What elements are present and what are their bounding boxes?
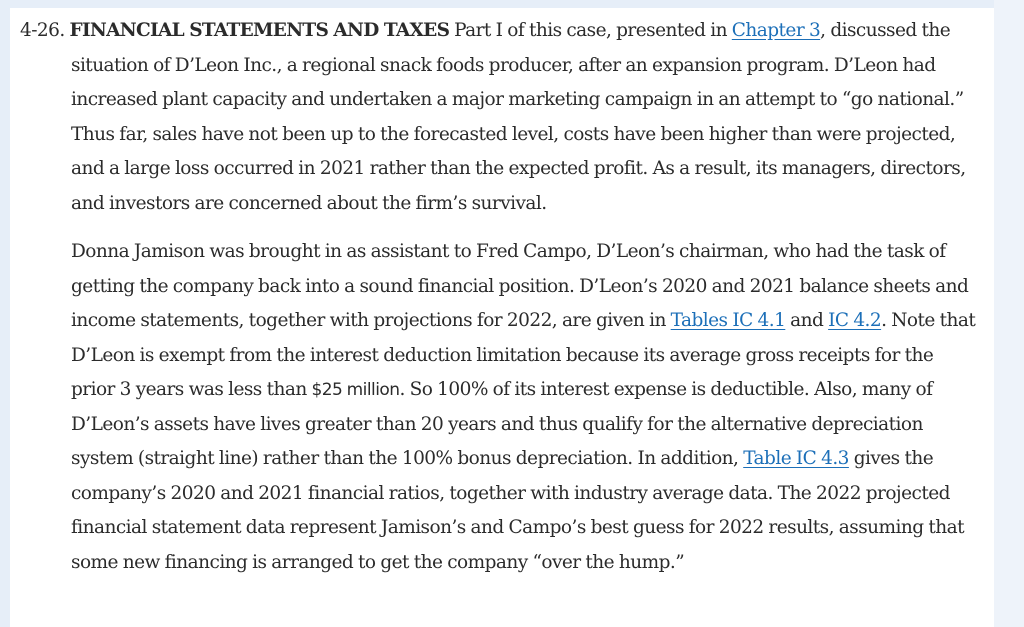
paragraph-2-text-d: . So 100% of its interest expense is deductible. Also, many of D’Leon’s assets have lives greater than 20 years and thus qualify for the alternative depreciation system (straight line) rather than the 100% bonus depreciation. In addition, [71, 379, 933, 469]
problem-number: 4-26. [20, 20, 65, 41]
paragraph-2-text-e: gives the company’s 2020 and 2021 financial ratios, together with industry average data. The 2022 projected financial statement data represent Jamison’s and Campo’s best guess for 2022 results, assuming that some new financing is arranged to get the company “over the hump.” [71, 448, 964, 573]
problem-4-26 [20, 14, 978, 580]
paragraph-2-text-a: Donna Jamison was brought in as assistant to Fred Campo, D’Leon’s chairman, who had the task of getting the company back into a sound financial position. D’Leon’s 2020 and 2021 balance sheets and income statements, together with projections for 2022, are given in [71, 241, 969, 331]
paragraph-2-text-c: . Note that D’Leon is exempt from the interest deduction limitation because its average gross receipts for the prior 3 years was less than [71, 310, 976, 400]
paragraph-2 [20, 235, 978, 580]
problem-title: FINANCIAL STATEMENTS AND TAXES [69, 20, 450, 41]
paragraph-2-text-b: and [785, 310, 829, 331]
chapter-3-link[interactable]: Chapter 3 [731, 20, 821, 41]
amount-25-million: $25 million [311, 380, 400, 400]
tables-ic-4-1-link[interactable]: Tables IC 4.1 [670, 310, 786, 331]
paragraph-1-text-a: Part I of this case, presented in [454, 20, 732, 41]
paragraph-1 [20, 14, 978, 221]
table-ic-4-3-link[interactable]: Table IC 4.3 [743, 448, 849, 469]
paragraph-1-text-b: , discussed the situation of D’Leon Inc., a regional snack foods producer, after an expansion program. D’Leon had increased plant capacity and undertaken a major marketing campaign in an attempt to “go national.” Thus far, sales have not been up to the forecasted level, costs have been higher than were projected, and a large loss occurred in 2021 rather than the expected profit. As a result, its managers, directors, and investors are concerned about the firm’s survival. [71, 20, 966, 214]
ic-4-2-link[interactable]: IC 4.2 [828, 310, 882, 331]
right-sidebar-strip [994, 0, 1024, 627]
